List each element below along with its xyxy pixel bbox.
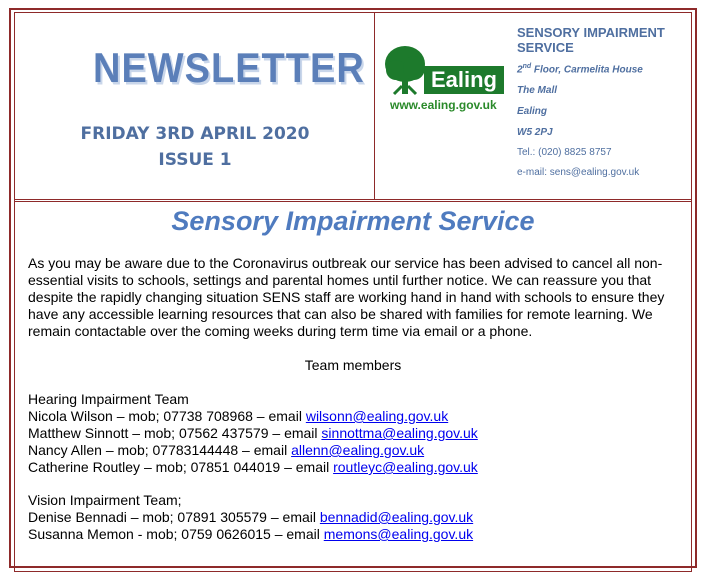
- hearing-team: [28, 391, 688, 476]
- email-link[interactable]: routleyc@ealing.gov.uk: [333, 459, 478, 475]
- body-title: Sensory Impairment Service: [171, 206, 535, 236]
- address-email: e-mail: sens@ealing.gov.uk: [517, 167, 640, 178]
- email-link[interactable]: memons@ealing.gov.uk: [323, 526, 474, 542]
- team-member: Nancy Allen – mob; 07783144448 – email allenn@ealing.gov.uk: [28, 442, 425, 458]
- address-floor: 2nd Floor, Carmelita House: [517, 63, 643, 76]
- tree-icon: [382, 44, 428, 96]
- header-bottom-rule: [14, 199, 692, 202]
- logo-url: www.ealing.gov.uk: [390, 98, 497, 112]
- team-member: Nicola Wilson – mob; 07738 708968 – email wilsonn@ealing.gov.uk: [28, 408, 449, 424]
- team-members-heading: Team members: [304, 357, 402, 373]
- team-name: Hearing Impairment Team: [28, 391, 189, 407]
- team-member: Denise Bennadi – mob; 07891 305579 – email bennadid@ealing.gov.uk: [28, 509, 474, 525]
- logo-wordmark: Ealing: [424, 66, 504, 94]
- address-telephone: Tel.: (020) 8825 8757: [517, 147, 612, 158]
- vision-team: [28, 492, 688, 543]
- email-link[interactable]: sinnottma@ealing.gov.uk: [321, 425, 478, 441]
- address-town: Ealing: [517, 106, 548, 117]
- team-member: Susanna Memon - mob; 0759 0626015 – email memons@ealing.gov.uk: [28, 526, 474, 542]
- email-link[interactable]: allenn@ealing.gov.uk: [291, 442, 425, 458]
- email-link[interactable]: bennadid@ealing.gov.uk: [319, 509, 474, 525]
- email-link[interactable]: wilsonn@ealing.gov.uk: [305, 408, 449, 424]
- header-divider: [374, 12, 375, 200]
- team-member: Matthew Sinnott – mob; 07562 437579 – email sinnottma@ealing.gov.uk: [28, 425, 478, 441]
- ealing-logo: [380, 40, 508, 118]
- issue-date: FRIDAY 3RD APRIL 2020: [80, 124, 310, 144]
- intro-paragraph: As you may be aware due to the Coronavirus outbreak our service has been advised to cancel all non-essential visits to schools, settings and parental homes until further notice. We can reassure you that despite the rapidly changing situation SENS staff are working hand in hand with schools to ensure they have any accessible learning resources that can also be shared with families for remote learning. We remain contactable over the coming weeks during term time via email or a phone.: [28, 255, 665, 339]
- address-postcode: W5 2PJ: [517, 127, 553, 138]
- service-name: SENSORY IMPAIRMENT SERVICE: [517, 25, 665, 55]
- newsletter-title: NEWSLETTER: [93, 45, 365, 93]
- issue-number: ISSUE 1: [158, 150, 232, 170]
- team-member: Catherine Routley – mob; 07851 044019 – email routleyc@ealing.gov.uk: [28, 459, 478, 475]
- team-name: Vision Impairment Team;: [28, 492, 182, 508]
- address-street: The Mall: [517, 85, 558, 96]
